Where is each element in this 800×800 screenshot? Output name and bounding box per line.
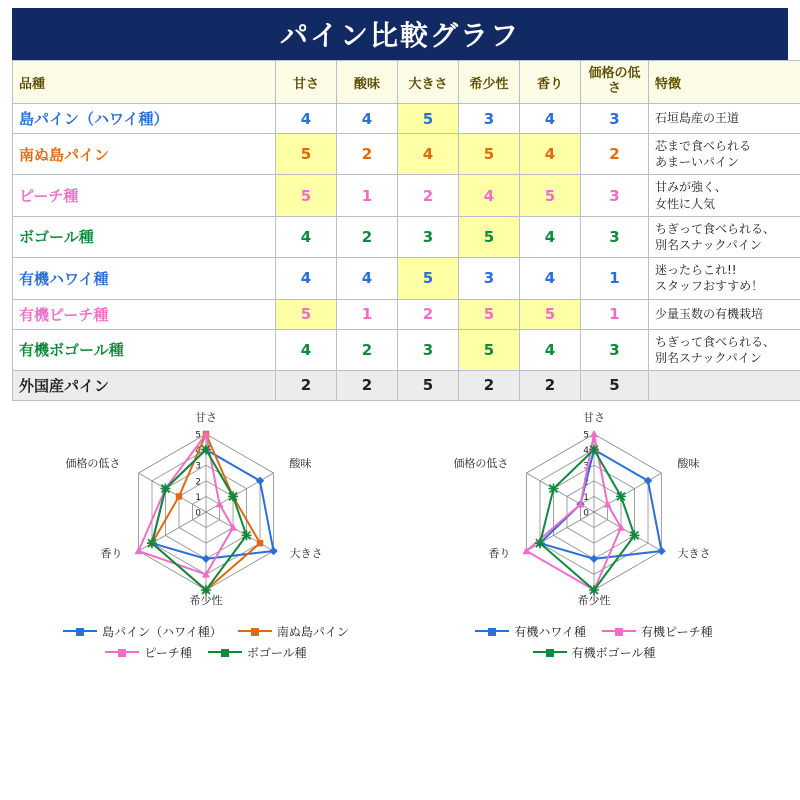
- column-header-price: 価格の低さ: [581, 61, 649, 104]
- score-cell: 2: [398, 175, 459, 216]
- column-header-size: 大きさ: [398, 61, 459, 104]
- variety-name: 南ぬ島パイン: [13, 134, 276, 175]
- svg-text:2: 2: [195, 477, 201, 488]
- feature-cell: [649, 370, 800, 400]
- radar-charts: [12, 407, 788, 663]
- svg-text:酸味: 酸味: [289, 456, 312, 470]
- feature-cell: 少量玉数の有機栽培: [649, 299, 800, 329]
- table-row: [13, 370, 800, 400]
- table-row: [13, 258, 800, 299]
- legend-item: [63, 623, 222, 640]
- svg-text:0: 0: [583, 508, 589, 519]
- legend-label: ボゴール種: [246, 645, 307, 660]
- svg-text:価格の低さ: 価格の低さ: [453, 456, 509, 470]
- radar-svg: [400, 407, 788, 617]
- score-cell: 2: [337, 370, 398, 400]
- legend-swatch-triangle-icon: [105, 651, 139, 653]
- score-cell: 5: [398, 370, 459, 400]
- variety-name: 外国産パイン: [13, 370, 276, 400]
- legend-left: [12, 621, 400, 663]
- variety-name: ピーチ種: [13, 175, 276, 216]
- score-cell: 4: [276, 216, 337, 257]
- column-header-acidity: 酸味: [337, 61, 398, 104]
- variety-name: 有機ハワイ種: [13, 258, 276, 299]
- score-cell: 3: [581, 175, 649, 216]
- table-row: [13, 104, 800, 134]
- svg-text:甘さ: 甘さ: [583, 410, 605, 424]
- legend-label: 南ぬ島パイン: [276, 624, 349, 639]
- score-cell: 1: [337, 299, 398, 329]
- legend-label: 有機ピーチ種: [641, 624, 713, 639]
- table-row: [13, 329, 800, 370]
- feature-cell: ちぎって食べられる、 別名スナックパイン: [649, 329, 800, 370]
- svg-text:1: 1: [583, 492, 589, 503]
- column-header-sweetness: 甘さ: [276, 61, 337, 104]
- score-cell: 5: [276, 299, 337, 329]
- score-cell: 4: [459, 175, 520, 216]
- svg-text:甘さ: 甘さ: [195, 410, 217, 424]
- score-cell: 4: [276, 329, 337, 370]
- score-cell: 2: [398, 299, 459, 329]
- svg-text:香り: 香り: [100, 546, 123, 560]
- score-cell: 4: [337, 258, 398, 299]
- score-cell: 5: [276, 175, 337, 216]
- feature-cell: 石垣島産の王道: [649, 104, 800, 134]
- score-cell: 5: [398, 104, 459, 134]
- svg-text:3: 3: [195, 461, 201, 472]
- score-cell: 3: [398, 216, 459, 257]
- svg-text:大きさ: 大きさ: [677, 546, 711, 560]
- table-row: [13, 299, 800, 329]
- score-cell: 5: [520, 299, 581, 329]
- legend-swatch-square-icon: [238, 630, 272, 632]
- svg-text:希少性: 希少性: [189, 593, 223, 607]
- score-cell: 2: [459, 370, 520, 400]
- svg-text:香り: 香り: [488, 546, 511, 560]
- legend-swatch-diamond-icon: [475, 630, 509, 632]
- score-cell: 5: [581, 370, 649, 400]
- score-cell: 5: [520, 175, 581, 216]
- feature-cell: 甘みが強く、 女性に人気: [649, 175, 800, 216]
- score-cell: 5: [398, 258, 459, 299]
- variety-name: ボゴール種: [13, 216, 276, 257]
- legend-item: [105, 644, 192, 661]
- feature-cell: ちぎって食べられる、 別名スナックパイン: [649, 216, 800, 257]
- legend-swatch-cross-icon: [208, 651, 242, 653]
- legend-item: [475, 623, 586, 640]
- score-cell: 4: [520, 134, 581, 175]
- radar-svg: [12, 407, 400, 617]
- radar-chart-right: [400, 407, 788, 663]
- svg-text:3: 3: [583, 461, 589, 472]
- svg-text:0: 0: [195, 508, 201, 519]
- score-cell: 1: [581, 258, 649, 299]
- legend-label: 有機ハワイ種: [514, 624, 587, 639]
- legend-swatch-cross-icon: [533, 651, 567, 653]
- svg-text:5: 5: [583, 430, 589, 441]
- score-cell: 4: [398, 134, 459, 175]
- column-header-feature: 特徴: [649, 61, 800, 104]
- score-cell: 5: [459, 216, 520, 257]
- score-cell: 2: [337, 216, 398, 257]
- variety-name: 島パイン（ハワイ種）: [13, 104, 276, 134]
- score-cell: 5: [276, 134, 337, 175]
- score-cell: 4: [520, 104, 581, 134]
- score-cell: 4: [520, 216, 581, 257]
- svg-text:酸味: 酸味: [677, 456, 700, 470]
- score-cell: 2: [337, 329, 398, 370]
- feature-cell: 迷ったらこれ!! スタッフおすすめ！: [649, 258, 800, 299]
- svg-text:2: 2: [583, 477, 589, 488]
- column-header-rarity: 希少性: [459, 61, 520, 104]
- page-title-text: パイン比較グラフ: [279, 19, 520, 52]
- score-cell: 4: [276, 258, 337, 299]
- score-cell: 3: [459, 258, 520, 299]
- feature-cell: 芯まで食べられる あまーいパイン: [649, 134, 800, 175]
- legend-label: ピーチ種: [144, 645, 192, 660]
- column-header-variety: 品種: [13, 61, 276, 104]
- table-row: [13, 134, 800, 175]
- legend-right: [400, 621, 788, 663]
- legend-item: [533, 644, 656, 661]
- score-cell: 5: [459, 134, 520, 175]
- variety-name: 有機ピーチ種: [13, 299, 276, 329]
- score-cell: 1: [581, 299, 649, 329]
- svg-text:1: 1: [195, 492, 201, 503]
- column-header-aroma: 香り: [520, 61, 581, 104]
- legend-swatch-triangle-icon: [602, 630, 636, 632]
- score-cell: 4: [520, 329, 581, 370]
- score-cell: 4: [337, 104, 398, 134]
- legend-label: 有機ボゴール種: [571, 645, 656, 660]
- score-cell: 1: [337, 175, 398, 216]
- legend-item: [602, 623, 713, 640]
- comparison-table: [12, 60, 800, 401]
- legend-label: 島パイン（ハワイ種）: [102, 624, 222, 639]
- svg-text:4: 4: [583, 445, 589, 456]
- svg-text:希少性: 希少性: [577, 593, 611, 607]
- legend-item: [238, 623, 349, 640]
- score-cell: 2: [581, 134, 649, 175]
- score-cell: 2: [337, 134, 398, 175]
- svg-text:大きさ: 大きさ: [289, 546, 323, 560]
- score-cell: 3: [459, 104, 520, 134]
- legend-swatch-diamond-icon: [63, 630, 97, 632]
- score-cell: 5: [459, 299, 520, 329]
- table-row: [13, 175, 800, 216]
- svg-text:5: 5: [195, 430, 201, 441]
- radar-chart-left: [12, 407, 400, 663]
- score-cell: 3: [581, 216, 649, 257]
- table-header-row: [13, 61, 800, 104]
- svg-text:価格の低さ: 価格の低さ: [65, 456, 121, 470]
- score-cell: 4: [520, 258, 581, 299]
- score-cell: 3: [581, 329, 649, 370]
- score-cell: 3: [398, 329, 459, 370]
- score-cell: 5: [459, 329, 520, 370]
- svg-text:4: 4: [195, 445, 201, 456]
- score-cell: 2: [520, 370, 581, 400]
- score-cell: 2: [276, 370, 337, 400]
- variety-name: 有機ボゴール種: [13, 329, 276, 370]
- score-cell: 4: [276, 104, 337, 134]
- table-row: [13, 216, 800, 257]
- page-title: [12, 8, 788, 60]
- score-cell: 3: [581, 104, 649, 134]
- legend-item: [208, 644, 307, 661]
